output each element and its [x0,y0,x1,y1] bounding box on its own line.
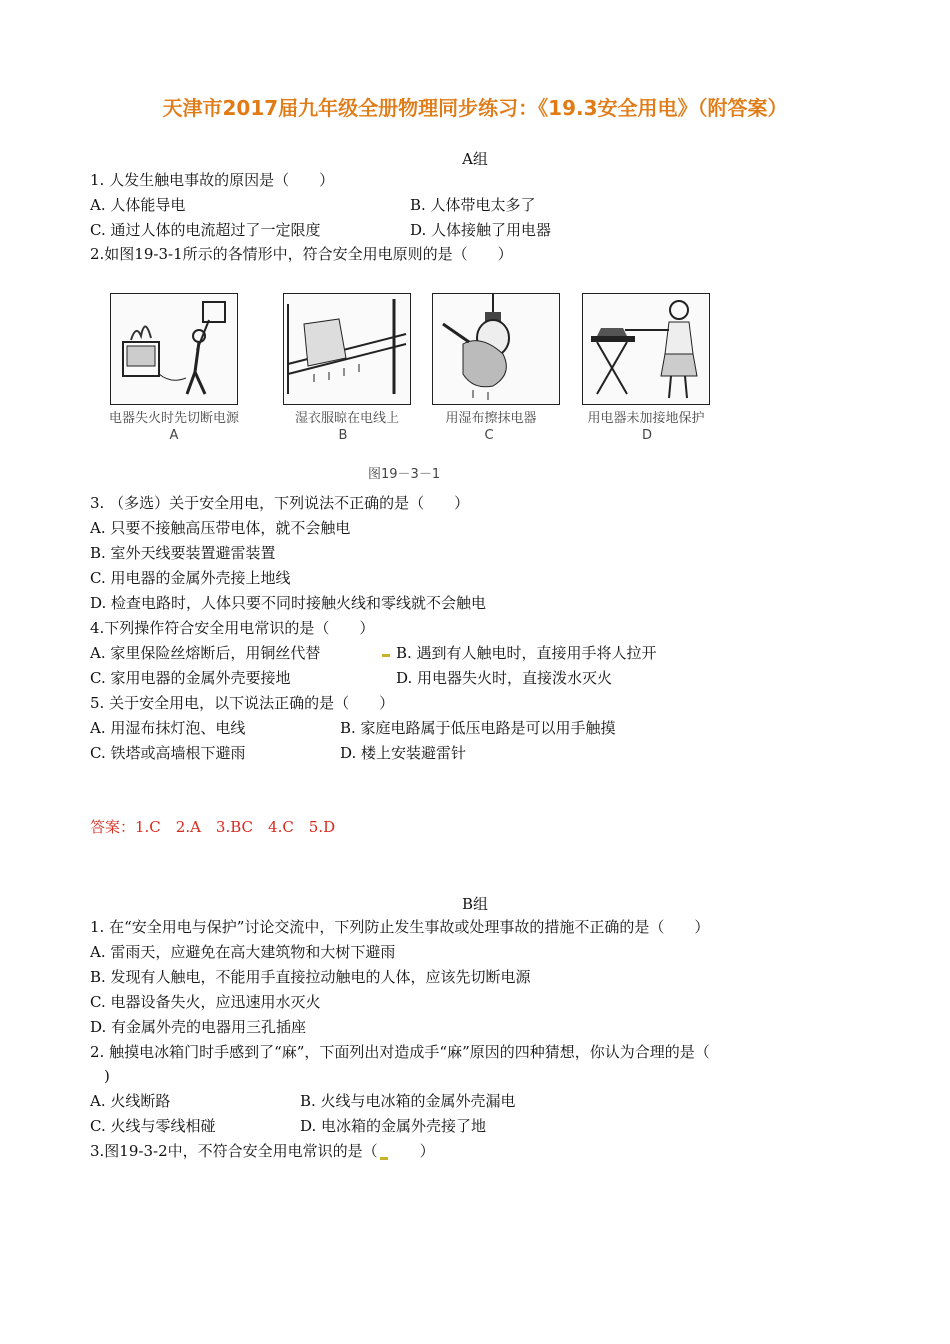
a-q5-option-a: A. 用湿布抹灯泡、电线 [90,719,246,737]
a-q1-stem: 1. 人发生触电事故的原因是（ ） [90,171,335,189]
a-q5-option-d: D. 楼上安装避雷针 [340,744,467,762]
a-q3-stem: 3. （多选）关于安全用电，下列说法不正确的是（ ） [90,494,470,512]
a-q4-option-c: C. 家用电器的金属外壳要接地 [90,669,291,687]
figure-letter-c: C [484,428,494,443]
b-q3-stem-post: ） [389,1142,435,1160]
b-q1-stem: 1. 在“安全用电与保护”讨论交流中，下列防止发生事故或处理事故的措施不正确的是（ ） [90,918,710,936]
figure-a-fire-image [110,293,238,405]
figure-caption-c: 用湿布擦抹电器 [445,411,537,426]
document-title: 天津市2017届九年级全册物理同步练习：《19.3安全用电》（附答案） [162,96,788,120]
figure-b-wet-clothes-image [283,293,411,405]
a-q1-option-b: B. 人体带电太多了 [410,196,536,214]
b-q1-option-d: D. 有金属外壳的电器用三孔插座 [90,1018,307,1036]
a-q3-option-c: C. 用电器的金属外壳接上地线 [90,569,291,587]
b-q1-option-c: C. 电器设备失火，应迅速用水灭火 [90,993,321,1011]
b-q3-stem-pre: 3.图19-3-2中，不符合安全用电常识的是（ [90,1142,378,1160]
figure-d-no-ground-image [582,293,710,405]
a-q1-option-d: D. 人体接触了用电器 [410,221,552,239]
a-q4-option-d: D. 用电器失火时，直接泼水灭火 [396,669,613,687]
a-q3-option-a: A. 只要不接触高压带电体，就不会触电 [90,519,351,537]
group-b-heading: B组 [461,895,489,913]
highlight-mark [380,1157,388,1160]
figure-c-wet-cloth-image [432,293,560,405]
b-q3-stem [90,1141,435,1161]
figure-letter-b: B [338,428,348,443]
b-q2-option-c: C. 火线与零线相碰 [90,1117,216,1135]
figure-letter-a: A [169,428,179,443]
a-q4-stem: 4.下列操作符合安全用电常识的是（ ） [90,619,375,637]
a-q5-stem: 5. 关于安全用电，以下说法正确的是（ ） [90,694,395,712]
group-a-heading: A组 [462,150,488,168]
a-q4-option-b: B. 遇到有人触电时，直接用手将人拉开 [396,644,657,662]
a-q3-option-d: D. 检查电路时，人体只要不同时接触火线和零线就不会触电 [90,594,487,612]
figure-label: 图19－3－1 [368,467,441,482]
b-q1-option-a: A. 雷雨天，应避免在高大建筑物和大树下避雨 [90,943,396,961]
b-q2-option-a: A. 火线断路 [90,1092,171,1110]
figure-letter-d: D [641,428,652,443]
a-q3-option-b: B. 室外天线要装置避雷装置 [90,544,276,562]
b-q2-option-d: D. 电冰箱的金属外壳接了地 [300,1117,487,1135]
a-q1-option-c: C. 通过人体的电流超过了一定限度 [90,221,321,239]
a-q4-option-a: A. 家里保险丝熔断后，用铜丝代替 [90,644,321,662]
a-q5-option-b: B. 家庭电路属于低压电路是可以用手触摸 [340,719,616,737]
b-q2-stem: 2. 触摸电冰箱门时手感到了“麻”，下面列出对造成手“麻”原因的四种猜想，你认为合理的是（ [90,1043,710,1061]
b-q2-option-b: B. 火线与电冰箱的金属外壳漏电 [300,1092,516,1110]
a-q1-option-a: A. 人体能导电 [90,196,186,214]
a-q2-stem: 2.如图19-3-1所示的各情形中，符合安全用电原则的是（ ） [90,245,513,263]
figure-caption-a: 电器失火时先切断电源 [108,411,239,426]
b-q1-option-b: B. 发现有人触电，不能用手直接拉动触电的人体，应该先切断电源 [90,968,531,986]
b-q2-stem-cont: ) [104,1067,110,1085]
a-q5-option-c: C. 铁塔或高墙根下避雨 [90,744,246,762]
figure-caption-b: 湿衣服晾在电线上 [294,411,399,426]
figure-caption-d: 用电器未加接地保护 [587,411,705,426]
highlight-mark [382,654,390,657]
answer-key: 答案：1.C 2.A 3.BC 4.C 5.D [90,818,336,836]
